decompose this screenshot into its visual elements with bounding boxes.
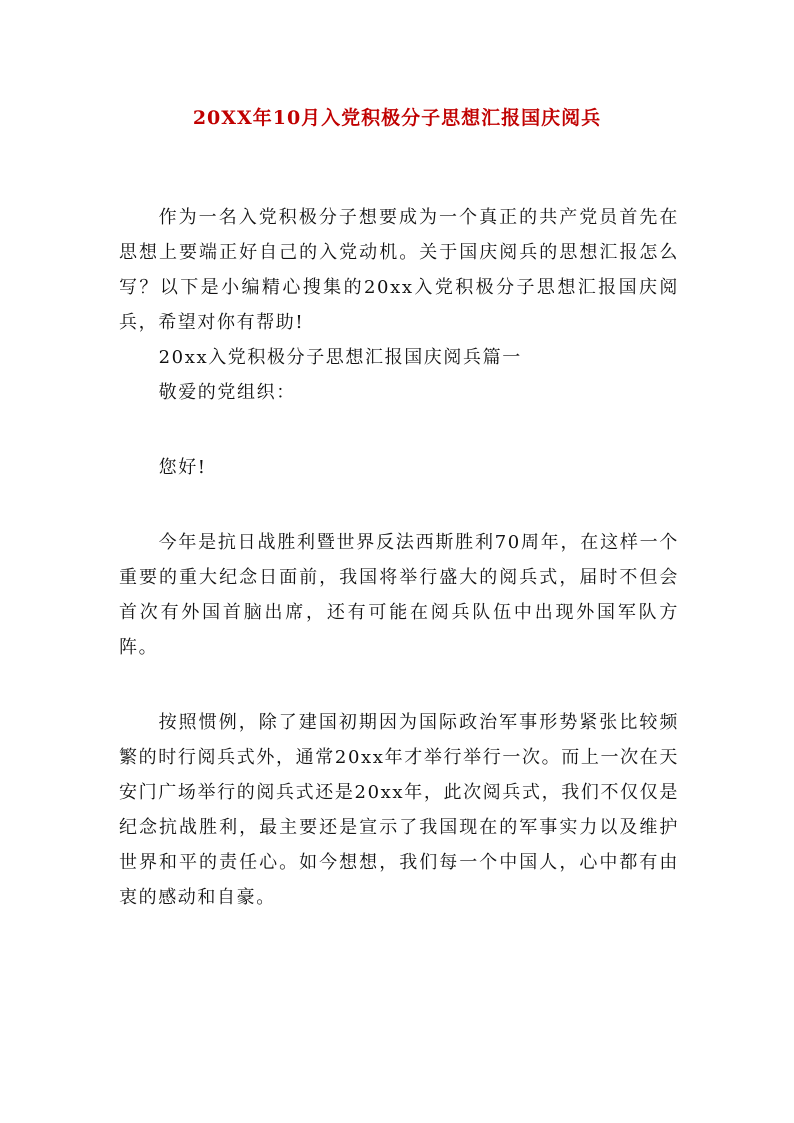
blank-line <box>119 485 679 525</box>
document-title: 20XX年10月入党积极分子思想汇报国庆阅兵 <box>192 107 602 129</box>
intro-paragraph: 作为一名入党积极分子想要成为一个真正的共产党员首先在思想上要端正好自己的入党动机。关于国庆阅兵的思想汇报怎么写？以下是小编精心搜集的20xx入党积极分子思想汇报国庆阅兵，希望对你有帮助! <box>119 207 679 333</box>
blank-line <box>119 410 679 450</box>
greeting: 您好! <box>158 457 207 478</box>
section-heading: 20xx入党积极分子思想汇报国庆阅兵篇一 <box>158 347 522 368</box>
body-paragraph-tradition: 按照惯例，除了建国初期因为国际政治军事形势紧张比较频繁的时行阅兵式外，通常20xx年才举行举行一次。而上一次在天安门广场举行的阅兵式还是20xx年，此次阅兵式，我们不仅仅是纪念抗战胜利，最主要还是宣示了我国现在的军事实力以及维护世界和平的责任心。如今想想，我们每一个中国人，心中都有由衷的感动和自豪。 <box>119 712 679 908</box>
blank-line <box>119 665 679 705</box>
salutation: 敬爱的党组织： <box>158 382 296 403</box>
document-body <box>119 200 679 915</box>
body-paragraph-anniversary: 今年是抗日战胜利暨世界反法西斯胜利70周年，在这样一个重要的重大纪念日面前，我国将举行盛大的阅兵式，届时不但会首次有外国首脑出席，还有可能在阅兵队伍中出现外国军队方阵。 <box>119 532 679 658</box>
